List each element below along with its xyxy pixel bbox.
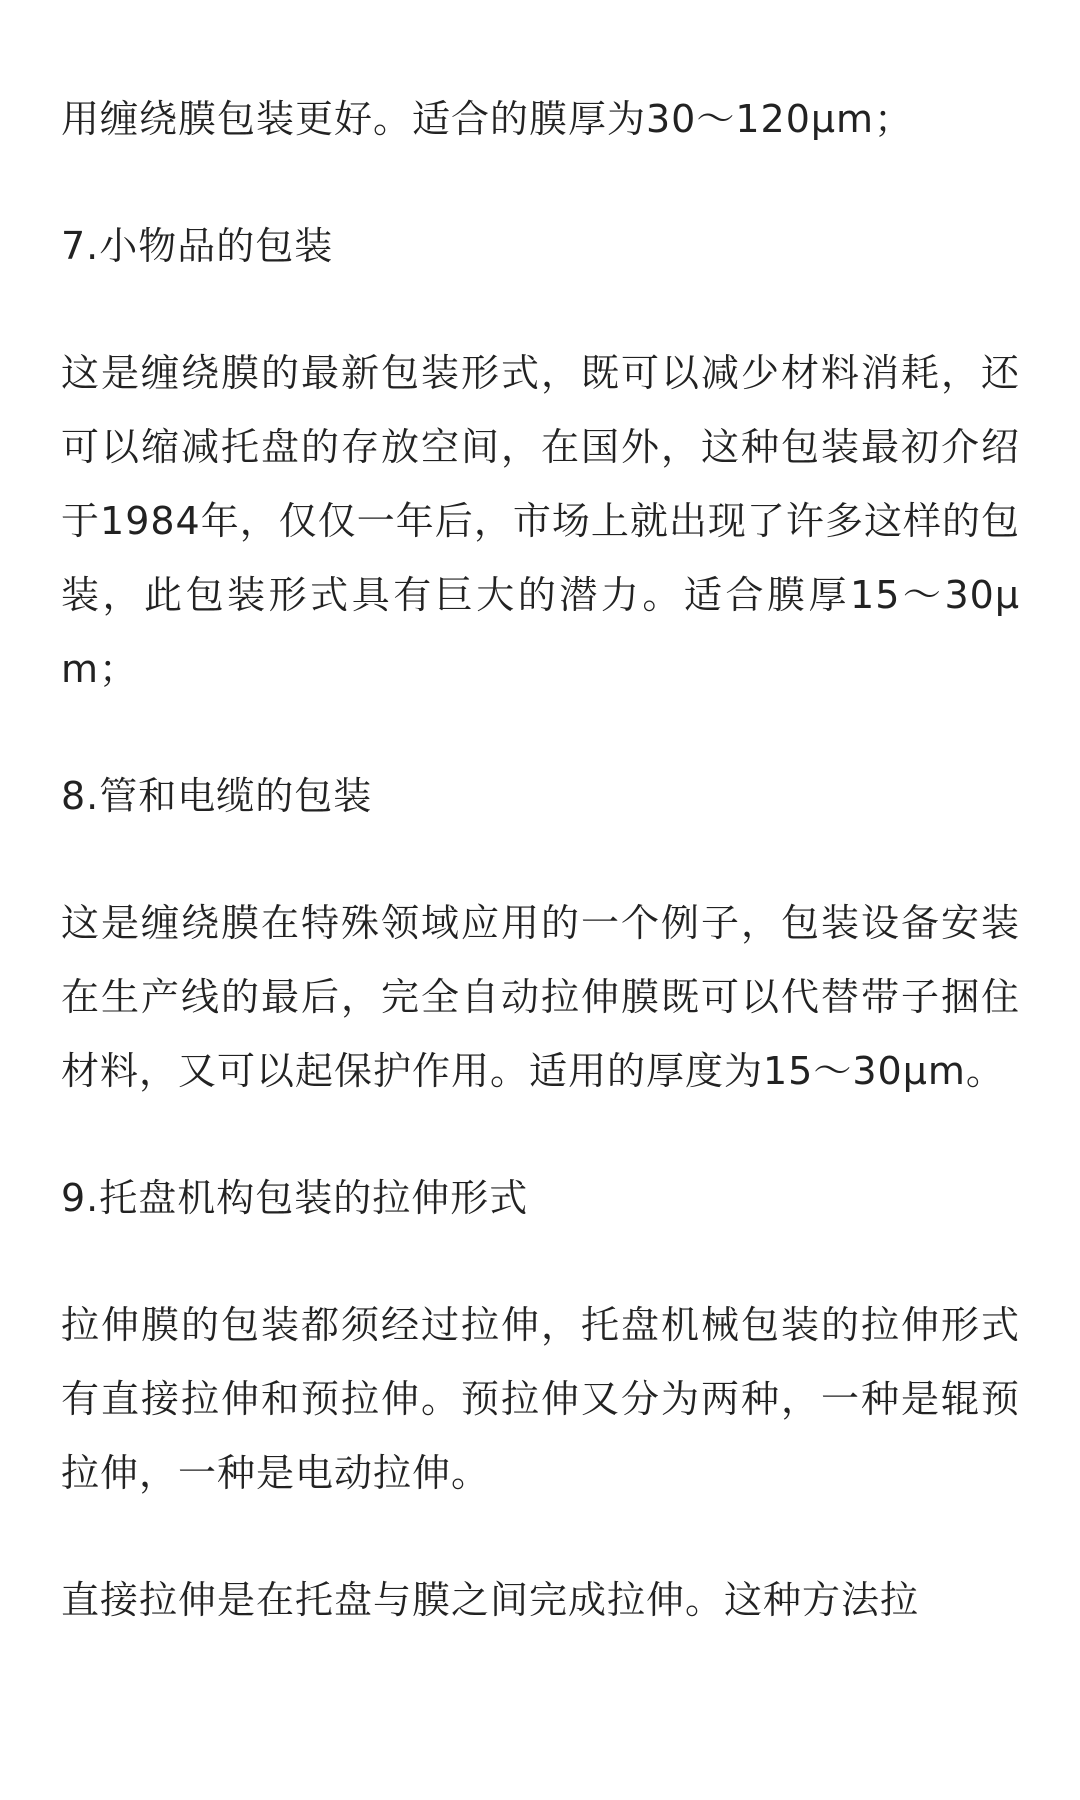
section-heading-pipes-cables: 8.管和电缆的包装	[61, 774, 373, 818]
section-heading-pallet-stretch-forms: 9.托盘机构包装的拉伸形式	[61, 1176, 529, 1220]
paragraph-direct-stretch: 直接拉伸是在托盘与膜之间完成拉伸。这种方法拉	[61, 1578, 920, 1622]
section-heading-small-items: 7.小物品的包装	[61, 224, 334, 268]
paragraph-film-thickness-30-120: 用缠绕膜包装更好。适合的膜厚为30～120μm；	[61, 97, 914, 141]
paragraph-stretch-forms: 拉伸膜的包装都须经过拉伸，托盘机械包装的拉伸形式有直接拉伸和预拉伸。预拉伸又分为两种，一种是辊预拉伸，一种是电动拉伸。	[61, 1303, 1020, 1495]
paragraph-small-items-packaging: 这是缠绕膜的最新包装形式，既可以减少材料消耗，还可以缩减托盘的存放空间，在国外，这种包装最初介绍于1984年，仅仅一年后，市场上就出现了许多这样的包装，此包装形式具有巨大的潜力。适合膜厚15～30μm；	[61, 351, 1020, 691]
paragraph-pipes-cables-packaging: 这是缠绕膜在特殊领域应用的一个例子，包装设备安装在生产线的最后，完全自动拉伸膜既可以代替带子捆住材料，又可以起保护作用。适用的厚度为15～30μm。	[61, 901, 1020, 1093]
